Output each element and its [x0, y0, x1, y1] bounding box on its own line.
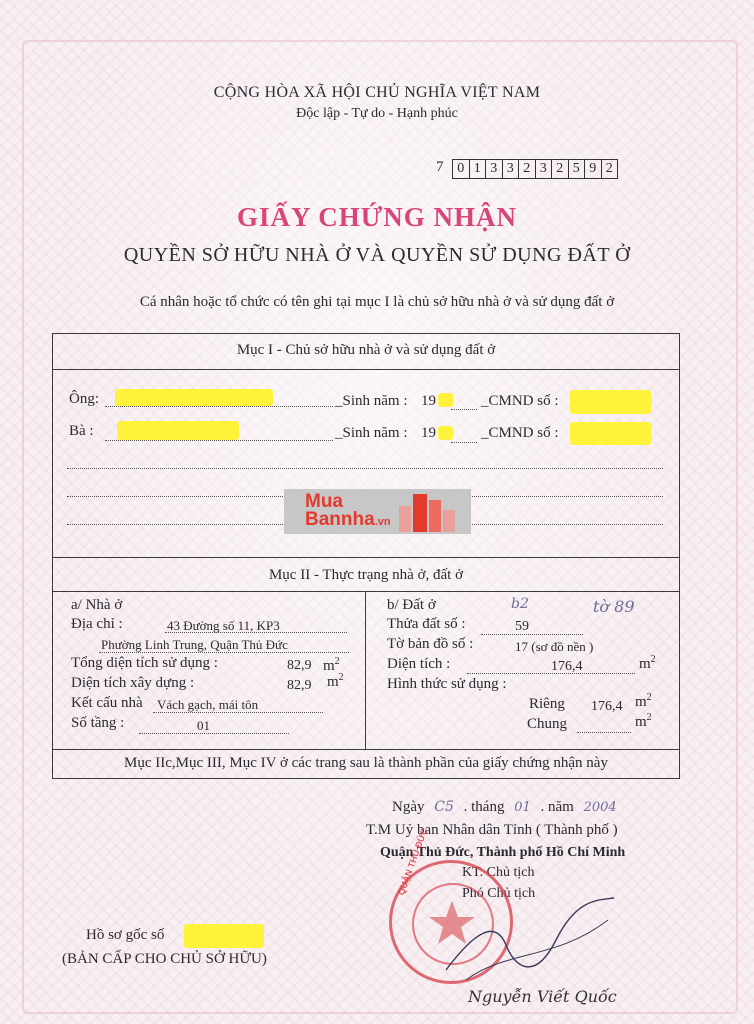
watermark-text: Mua	[305, 490, 343, 512]
intro-text: Cá nhân hoặc tổ chức có tên ghi tại mục I là chủ sở hữu nhà ở và sử dụng đất ở	[139, 294, 615, 310]
total-area-value: 82,9	[287, 658, 312, 673]
floors-value: 01	[197, 718, 210, 733]
structure-label: Kết cấu nhà	[71, 695, 143, 711]
divider	[53, 749, 679, 750]
serial-digit: 1	[470, 160, 487, 178]
address-label: Địa chỉ :	[71, 616, 123, 632]
address-line1: 43 Đường số 11, KP3	[167, 618, 280, 633]
private-value: 176,4	[591, 699, 623, 714]
redacted-file-number	[184, 924, 264, 948]
handwritten-note: b2	[511, 596, 529, 612]
vice-chairman-line: Phó Chủ tịch	[462, 886, 536, 901]
private-label: Riêng	[529, 696, 565, 712]
seal-text: QUẬN THỦ ĐỨC	[396, 826, 430, 897]
chairman-line: KT. Chủ tịch	[462, 865, 535, 880]
usage-label: Hình thức sử dụng :	[387, 676, 507, 692]
signature-stroke	[436, 890, 616, 1000]
serial-digit: 2	[552, 160, 569, 178]
land-heading: b/ Đất ở	[387, 597, 436, 613]
owner-male-label: Ông:	[69, 391, 99, 407]
nation-header: CỘNG HÒA XÃ HỘI CHỦ NGHĨA VIỆT NAM	[213, 84, 541, 101]
redacted-name	[115, 389, 273, 406]
date-line: Ngày C5 . tháng 01 . năm 2004	[392, 799, 617, 815]
birth-label: _Sinh năm :	[335, 425, 408, 441]
area-value: 176,4	[551, 659, 583, 674]
redacted-name	[117, 421, 239, 440]
serial-prefix: 7	[436, 159, 444, 175]
unit: $m^2$	[327, 672, 344, 690]
file-note: (BẢN CẤP CHO CHỦ SỞ HỮU)	[62, 951, 267, 967]
watermark-text: Bannha.vn	[305, 508, 391, 530]
section2-title: Mục II - Thực trạng nhà ở, đất ở	[268, 567, 464, 583]
unit: $m^2$	[635, 712, 652, 730]
serial-digit: 0	[453, 160, 470, 178]
build-area-value: 82,9	[287, 678, 312, 693]
owner-female-label: Bà :	[69, 423, 94, 439]
id-label: _CMND số :	[481, 393, 559, 409]
redacted-id	[570, 390, 651, 414]
address-line2: Phường Linh Trung, Quận Thủ Đức	[101, 637, 288, 652]
motto: Độc lập - Tự do - Hạnh phúc	[296, 106, 458, 121]
birth-value: 19	[421, 393, 436, 409]
birth-value: 19	[421, 425, 436, 441]
serial-number	[452, 159, 618, 179]
redacted-birth	[438, 393, 453, 407]
structure-value: Vách gạch, mái tôn	[157, 697, 259, 712]
map-label: Tờ bản đồ số :	[387, 636, 474, 652]
plot-value: 59	[515, 619, 529, 634]
birth-label: _Sinh năm :	[335, 393, 408, 409]
serial-digit: 3	[536, 160, 553, 178]
authority-line: T.M Uỷ ban Nhân dân Tỉnh ( Thành phố )	[366, 822, 618, 838]
plot-label: Thửa đất số :	[387, 616, 466, 632]
floors-label: Số tầng :	[71, 715, 125, 731]
file-label: Hồ sơ gốc số	[86, 927, 165, 943]
serial-digit: 2	[605, 161, 613, 176]
handwritten-note: tờ 89	[593, 597, 635, 616]
house-heading: a/ Nhà ở	[71, 597, 123, 613]
serial-digit: 5	[569, 160, 586, 178]
buildings-icon	[395, 492, 457, 532]
build-area-label: Diện tích xây dựng :	[71, 675, 195, 691]
divider	[53, 369, 679, 370]
serial-digit: 3	[503, 160, 520, 178]
certificate-title: GIẤY CHỨNG NHẬN	[237, 202, 517, 232]
certificate-table	[52, 333, 680, 779]
footer-note: Mục IIc,Mục III, Mục IV ở các trang sau là thành phần của giấy chứng nhận này	[124, 755, 608, 771]
watermark-logo	[284, 489, 471, 534]
signer-name: Nguyễn Viết Quốc	[468, 987, 617, 1006]
divider	[53, 591, 679, 592]
district-line: Quận Thủ Đức, Thành phố Hồ Chí Minh	[380, 845, 626, 860]
unit: $m^2$	[635, 692, 652, 710]
shared-label: Chung	[527, 716, 568, 732]
serial-digit: 9	[585, 160, 602, 178]
total-area-label: Tổng diện tích sử dụng :	[71, 655, 218, 671]
divider	[53, 557, 679, 558]
divider	[365, 591, 366, 749]
serial-digit: 3	[486, 160, 503, 178]
serial-digit: 2	[519, 160, 536, 178]
unit: $m^2$	[323, 656, 340, 674]
certificate-subtitle: QUYỀN SỞ HỮU NHÀ Ở VÀ QUYỀN SỬ DỤNG ĐẤT Ở	[123, 244, 631, 266]
unit: $m^2$	[639, 654, 656, 672]
map-value: 17 (sơ đồ nền )	[515, 639, 594, 654]
redacted-birth	[438, 426, 453, 440]
id-label: _CMND số :	[481, 425, 559, 441]
area-label: Diện tích :	[387, 656, 451, 672]
section1-title: Mục I - Chủ sở hữu nhà ở và sử dụng đất ở	[236, 342, 496, 358]
redacted-id	[570, 422, 651, 445]
